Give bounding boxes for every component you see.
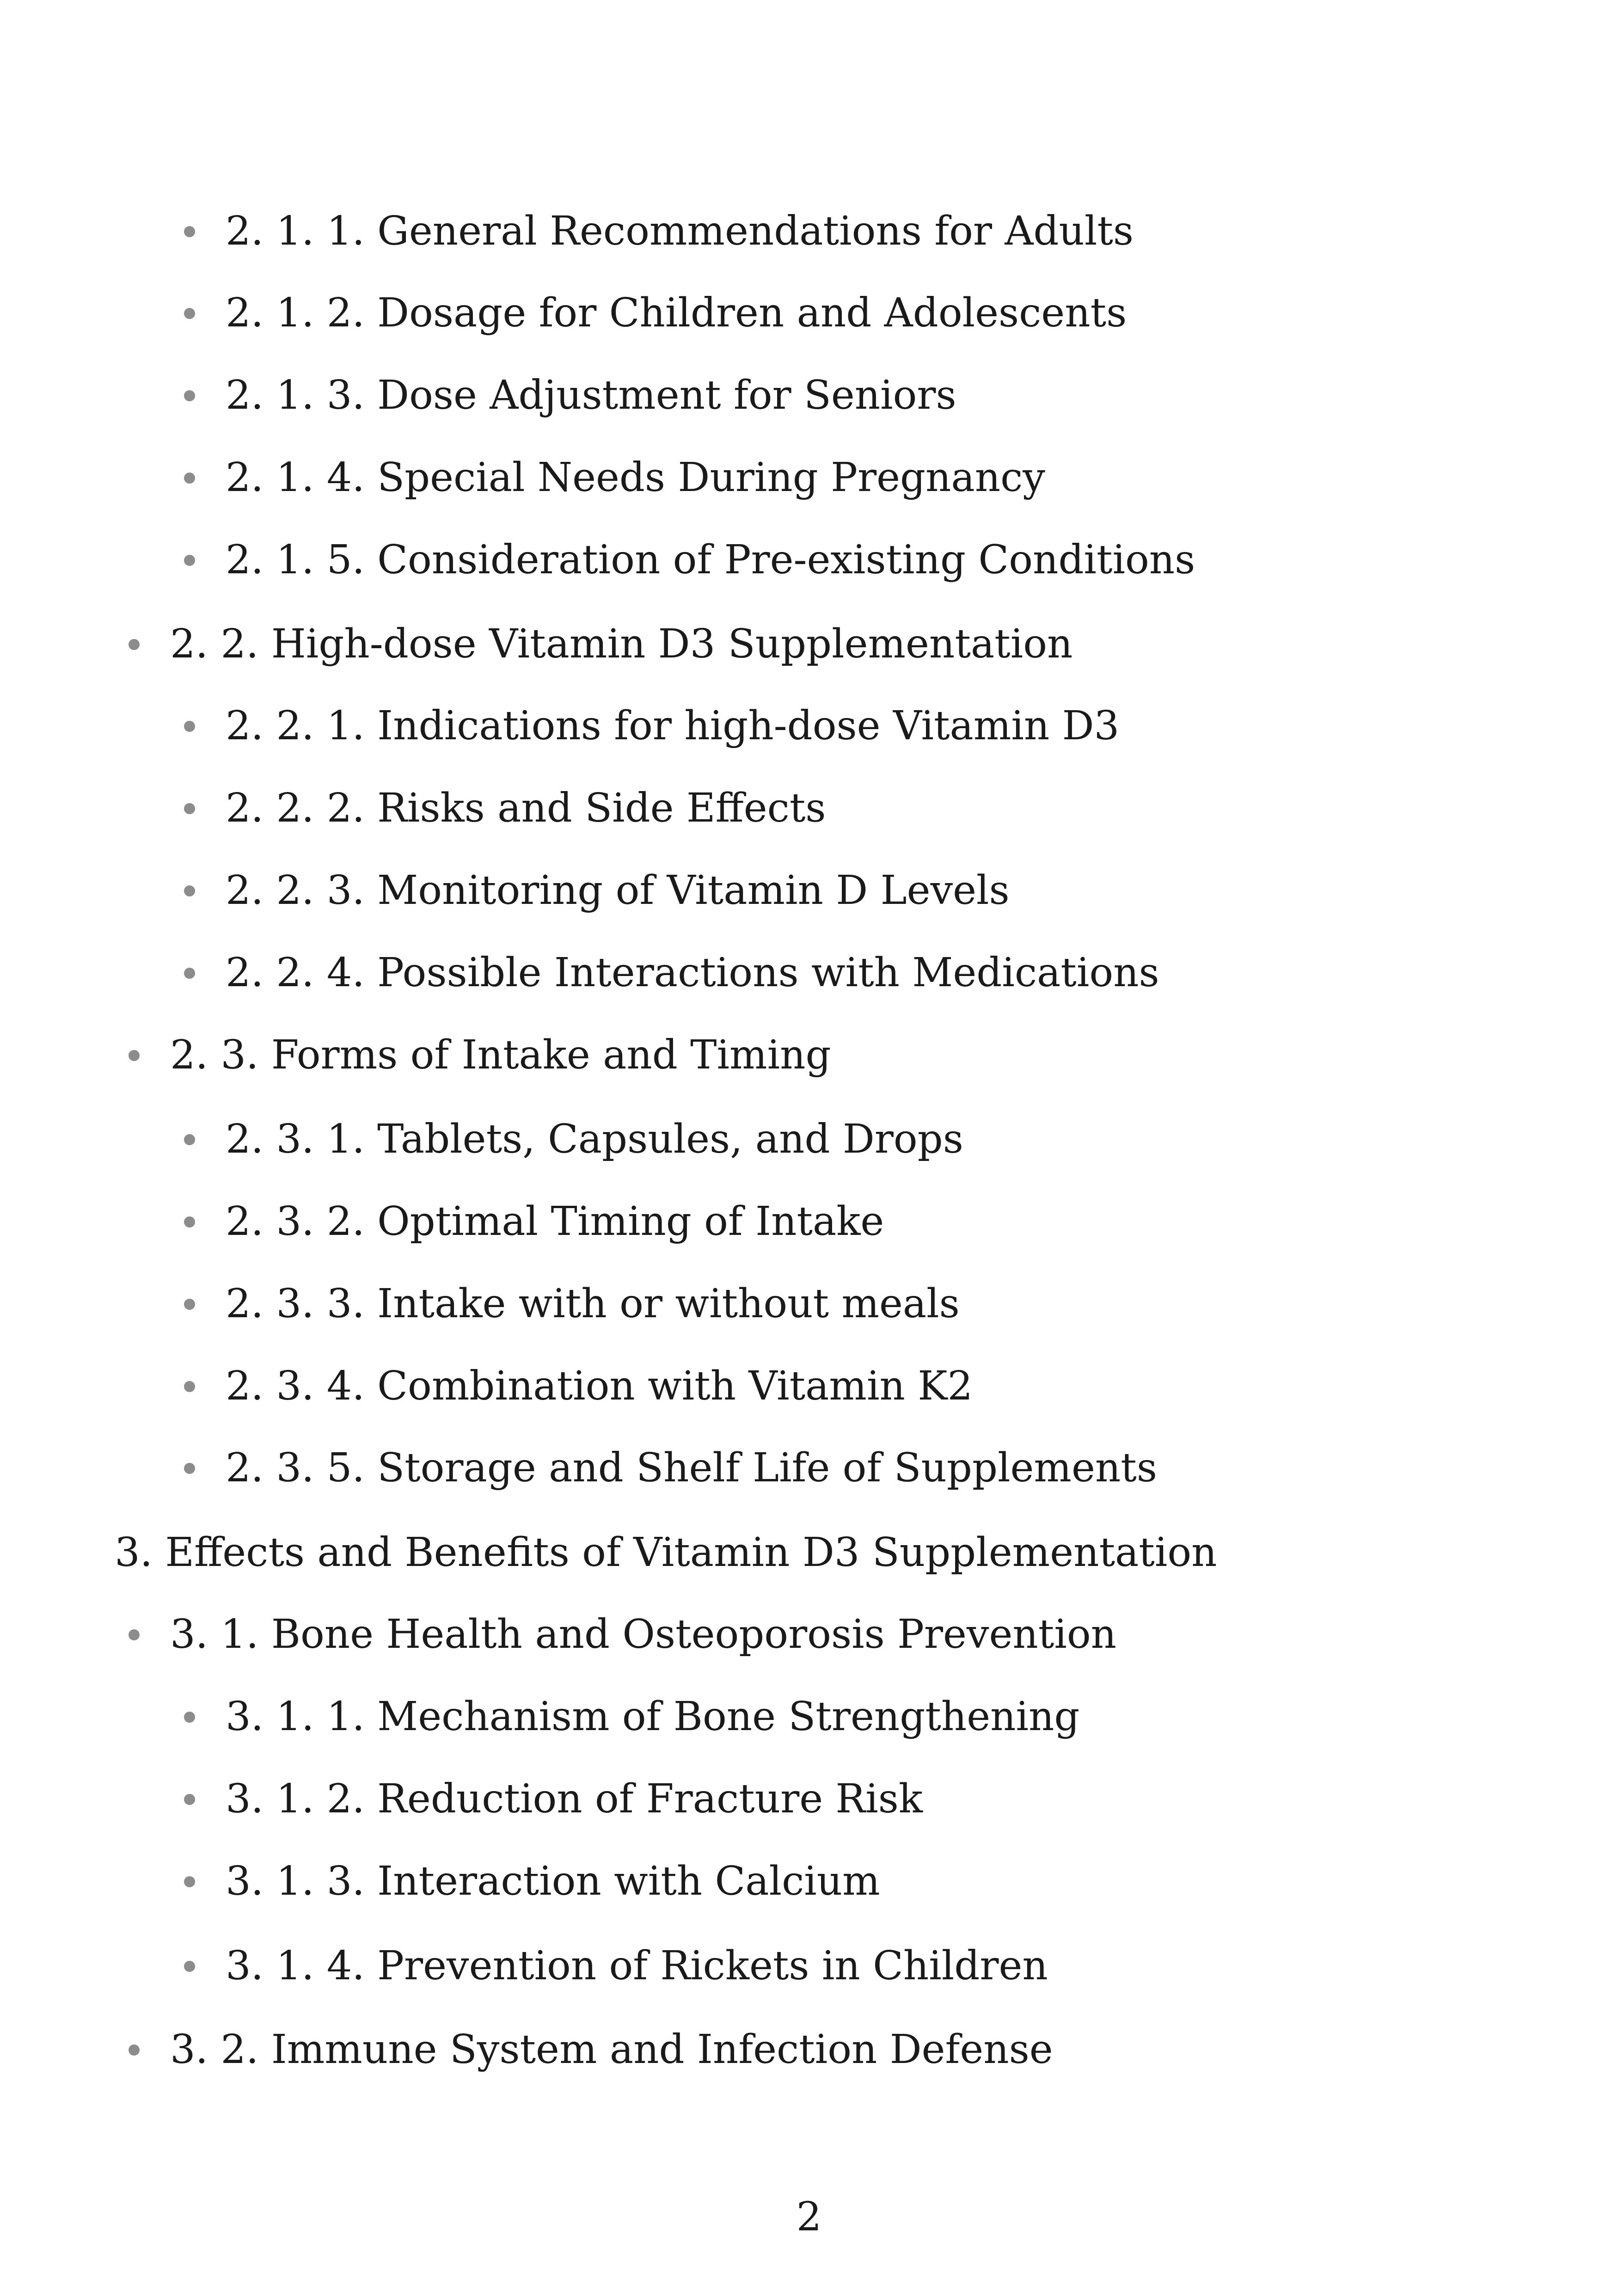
bullet-icon: [184, 1216, 195, 1228]
toc-entry-text: 3. 2. Immune System and Infection Defense: [170, 2026, 1053, 2073]
bullet-icon: [184, 1381, 195, 1392]
bullet-icon: [184, 308, 195, 319]
bullet-icon: [184, 885, 195, 896]
toc-entry-text: 2. 3. 3. Intake with or without meals: [226, 1281, 960, 1327]
bullet-icon: [184, 555, 195, 566]
toc-entry-text: 2. 3. 2. Optimal Timing of Intake: [226, 1198, 884, 1245]
toc-entry-text: 2. 3. 5. Storage and Shelf Life of Supplements: [226, 1445, 1157, 1491]
bullet-icon: [184, 1463, 195, 1474]
toc-entry-text: 3. Effects and Benefits of Vitamin D3 Supplementation: [115, 1529, 1217, 1576]
toc-entry-text: 2. 3. 1. Tablets, Capsules, and Drops: [226, 1116, 963, 1162]
page-number: 2: [796, 2194, 822, 2240]
toc-entry-text: 2. 2. 1. Indications for high-dose Vitamin D3: [226, 703, 1120, 749]
toc-entry-text: 2. 2. 4. Possible Interactions with Medications: [226, 950, 1159, 996]
toc-entry-text: 2. 1. 1. General Recommendations for Adults: [226, 208, 1134, 254]
bullet-icon: [184, 803, 195, 814]
bullet-icon: [184, 1876, 195, 1887]
toc-entry-text: 2. 2. 3. Monitoring of Vitamin D Levels: [226, 867, 1010, 914]
toc-entry-text: 2. 1. 3. Dose Adjustment for Seniors: [226, 372, 956, 418]
toc-entry-text: 2. 1. 5. Consideration of Pre-existing Conditions: [226, 537, 1195, 583]
bullet-icon: [129, 639, 140, 650]
bullet-icon: [129, 1050, 140, 1061]
toc-entry-text: 2. 3. 4. Combination with Vitamin K2: [226, 1363, 973, 1409]
bullet-icon: [184, 1299, 195, 1310]
bullet-icon: [184, 968, 195, 979]
toc-entry-text: 3. 1. 3. Interaction with Calcium: [226, 1858, 880, 1904]
bullet-icon: [184, 721, 195, 732]
toc-entry-text: 2. 1. 4. Special Needs During Pregnancy: [226, 454, 1045, 501]
toc-entry-text: 2. 2. High-dose Vitamin D3 Supplementation: [170, 621, 1073, 667]
toc-entry-text: 3. 1. 2. Reduction of Fracture Risk: [226, 1776, 923, 1822]
bullet-icon: [184, 1794, 195, 1805]
toc-entry-text: 3. 1. Bone Health and Osteoporosis Prevention: [170, 1611, 1117, 1658]
toc-entry-text: 2. 2. 2. Risks and Side Effects: [226, 785, 826, 831]
toc-entry-text: 2. 3. Forms of Intake and Timing: [170, 1032, 831, 1078]
bullet-icon: [184, 1961, 195, 1972]
toc-entry-text: 2. 1. 2. Dosage for Children and Adolescents: [226, 290, 1127, 336]
bullet-icon: [184, 1712, 195, 1723]
bullet-icon: [184, 390, 195, 401]
toc-entry-text: 3. 1. 4. Prevention of Rickets in Children: [226, 1943, 1048, 1989]
bullet-icon: [184, 226, 195, 237]
bullet-icon: [129, 2044, 140, 2056]
bullet-icon: [184, 1134, 195, 1145]
bullet-icon: [129, 1629, 140, 1640]
toc-entry-text: 3. 1. 1. Mechanism of Bone Strengthening: [226, 1694, 1080, 1740]
bullet-icon: [184, 473, 195, 484]
